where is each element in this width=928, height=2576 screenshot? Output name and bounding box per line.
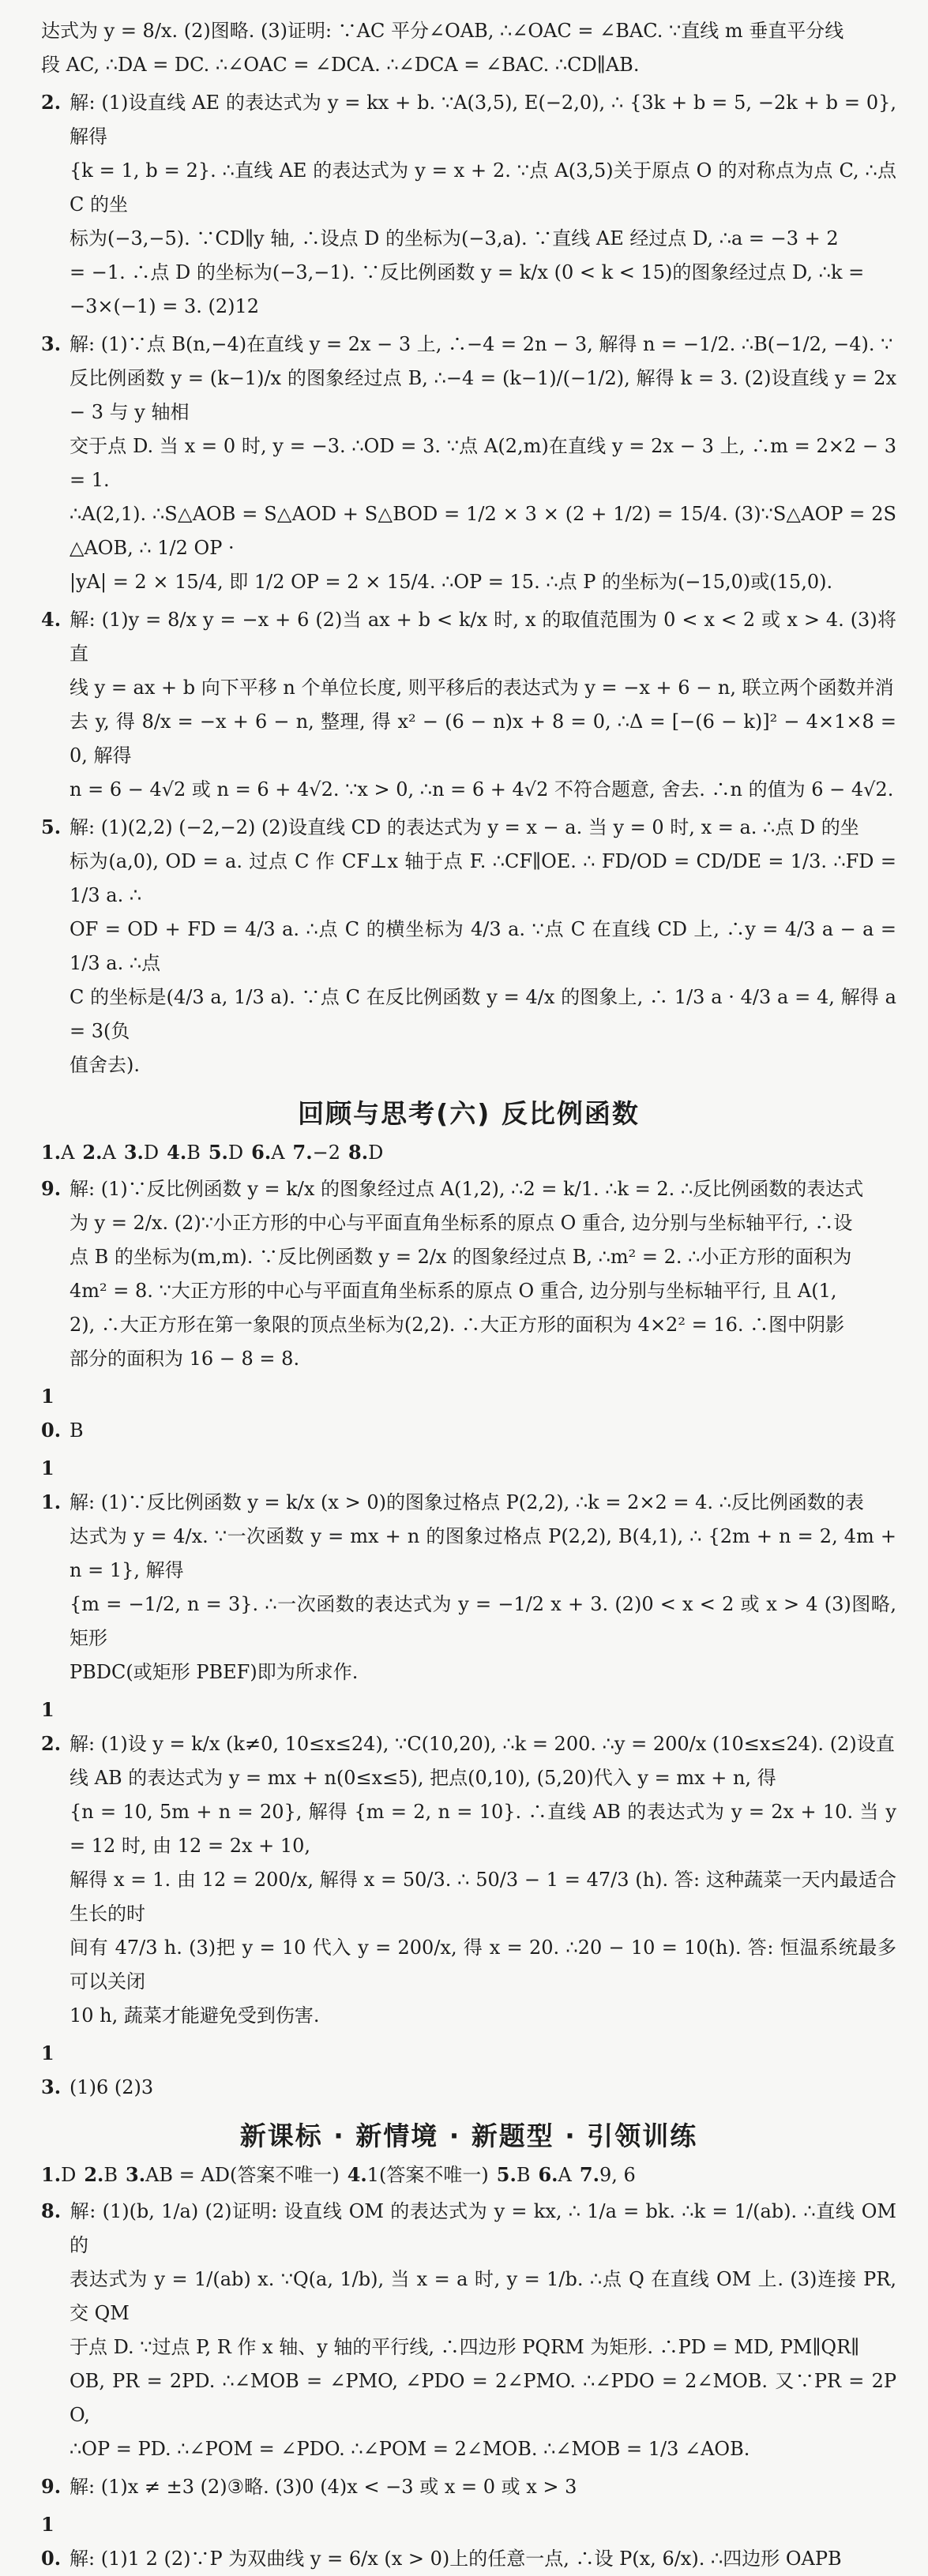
solution-text: 解: (1)1 2 (2)∵P 为双曲线 y = 6/x (x > 0)上的任意一点, ∴设 P(x, 6/x). ∴四边形 OAPB	[70, 2548, 842, 2570]
text-line	[70, 1048, 896, 1082]
text-line: 达式为 y = 8/x. (2)图略. (3)证明: ∵AC 平分∠OAB, ∴∠OAC = ∠BAC. ∵直线 m 垂直平分线	[41, 20, 844, 42]
solution-text: 4m² = 8. ∵大正方形的中心与平面直角坐标系的原点 O 重合, 边分别与坐标轴平行, 且 A(1,	[70, 1280, 837, 1302]
solution-text: n = 6 − 4√2 或 n = 6 + 4√2. ∵x > 0, ∴n = 6 + 4√2 不符合题意, 舍去. ∴n 的值为 6 − 4√2.	[70, 778, 894, 801]
solution-text: 于点 D. ∵过点 P, R 作 x 轴、y 轴的平行线, ∴四边形 PQRM 为矩形. ∴PD = MD, PM∥QR∥	[70, 2336, 860, 2358]
choice-answer	[293, 1142, 340, 1164]
solution-text: {n = 10, 5m + n = 20}, 解得 {m = 2, n = 10}. ∴直线 AB 的表达式为 y = 2x + 10. 当 y = 12 时, 由 12 = 2x + 10,	[70, 1801, 896, 1857]
answer-value: A	[558, 2164, 572, 2186]
text-line	[41, 1693, 896, 1761]
text-line	[70, 362, 896, 429]
text-line	[70, 497, 896, 565]
solution-text: 交于点 D. 当 x = 0 时, y = −3. ∴OD = 3. ∵点 A(2,m)在直线 y = 2x − 3 上, ∴m = 2×2 − 3 = 1.	[70, 435, 896, 491]
problem-number: 13.	[41, 2042, 62, 2098]
solution-text: 解: (1)y = 8/x y = −x + 6 (2)当 ax + b < k/x 时, x 的取值范围为 0 < x < 2 或 x > 4. (3)将直	[70, 609, 896, 665]
solution-text: 2), ∴大正方形在第一象限的顶点坐标为(2,2). ∴大正方形的面积为 4×2² = 16. ∴图中阴影	[70, 1314, 845, 1336]
answer-number: 3.	[126, 2163, 146, 2186]
text-line	[70, 154, 896, 222]
solution-text: ∴A(2,1). ∴S△AOB = S△AOD + S△BOD = 1/2 × 3 × (2 + 1/2) = 15/4. (3)∵S△AOP = 2S△AOB, ∴ 1/2 OP ·	[70, 503, 896, 559]
solution-text: 间有 47/3 h. (3)把 y = 10 代入 y = 200/x, 得 x = 20. ∴20 − 10 = 10(h). 答: 恒温系统最多可以关闭	[70, 1937, 896, 1993]
solution-text: 标为(−3,−5). ∵CD∥y 轴, ∴设点 D 的坐标为(−3,a). ∵直线 AE 经过点 D, ∴a = −3 + 2	[70, 227, 839, 249]
solution-text: 去 y, 得 8/x = −x + 6 − n, 整理, 得 x² − (6 − n)x + 8 = 0, ∴Δ = [−(6 − k)]² − 4×1×8 = 0, 解得	[70, 711, 896, 767]
solution-text: 反比例函数 y = (k−1)/x 的图象经过点 B, ∴−4 = (k−1)/(−1/2), 解得 k = 3. (2)设直线 y = 2x − 3 与 y 轴相	[70, 367, 896, 423]
solution-text: 部分的面积为 16 − 8 = 8.	[70, 1348, 300, 1370]
text-line	[70, 1240, 896, 1274]
text-line	[70, 222, 896, 256]
solution-item	[41, 2036, 896, 2105]
answer-value: D	[61, 2164, 77, 2186]
solution-text: 解: (1)(b, 1/a) (2)证明: 设直线 OM 的表达式为 y = kx, ∴ 1/a = bk. ∴k = 1/(ab). ∴直线 OM 的	[70, 2200, 896, 2256]
text-line	[70, 565, 896, 599]
answer-value: D	[143, 1142, 160, 1164]
text-line	[70, 981, 896, 1048]
answer-value: −2	[312, 1142, 340, 1164]
solution-text: B	[70, 1419, 84, 1442]
solution-text: C 的坐标是(4/3 a, 1/3 a). ∵点 C 在反比例函数 y = 4/x 的图象上, ∴ 1/3 a · 4/3 a = 4, 解得 a = 3(负	[70, 986, 896, 1042]
choice-answer	[580, 2164, 636, 2186]
choice-answer	[126, 2164, 340, 2186]
text-line	[70, 705, 896, 773]
text-line	[70, 913, 896, 981]
answer-number: 6.	[251, 1141, 272, 1164]
choice-answer	[348, 1142, 383, 1164]
text-line	[41, 810, 896, 845]
answer-value: 9, 6	[599, 2164, 636, 2186]
solution-text: 解得 x = 1. 由 12 = 200/x, 解得 x = 50/3. ∴ 50/3 − 1 = 47/3 (h). 答: 这种蔬菜一天内最适合生长的时	[70, 1869, 896, 1925]
solution-text: 点 B 的坐标为(m,m). ∵反比例函数 y = 2/x 的图象经过点 B, ∴m² = 2. ∴小正方形的面积为	[70, 1246, 852, 1268]
solution-text: 线 AB 的表达式为 y = mx + n(0≤x≤5), 把点(0,10), (5,20)代入 y = mx + n, 得	[70, 1767, 776, 1789]
solution-item	[41, 1451, 896, 1689]
solution-item	[41, 1379, 896, 1448]
text-line	[70, 1931, 896, 1999]
section-title-new-curriculum: 新课标 · 新情境 · 新题型 · 引领训练	[239, 2120, 698, 2151]
choice-answers-new-curriculum	[41, 2159, 896, 2191]
solution-item	[41, 1693, 896, 2033]
text-line	[41, 85, 896, 154]
answer-value: AB = AD(答案不唯一)	[145, 2164, 340, 2186]
text-line	[70, 290, 896, 324]
answer-value: 1(答案不唯一)	[366, 2164, 489, 2186]
answer-number: 4.	[347, 2163, 367, 2186]
text-line	[70, 2263, 896, 2330]
solution-text: |yA| = 2 × 15/4, 即 1/2 OP = 2 × 15/4. ∴OP = 15. ∴点 P 的坐标为(−15,0)或(15,0).	[70, 571, 833, 593]
answer-number: 4.	[167, 1141, 187, 1164]
text-line	[70, 1274, 896, 1308]
text-line	[70, 1308, 896, 1342]
answer-number: 2.	[82, 1141, 103, 1164]
solution-text: 值舍去).	[70, 1054, 140, 1076]
text-line	[41, 327, 896, 362]
solution-text: 为 y = 2/x. (2)∵小正方形的中心与平面直角坐标系的原点 O 重合, 边分别与坐标轴平行, ∴设	[70, 1212, 853, 1234]
continued-solution	[41, 14, 896, 82]
solution-text: 标为(a,0), OD = a. 过点 C 作 CF⊥x 轴于点 F. ∴CF∥OE. ∴ FD/OD = CD/DE = 1/3. ∴FD = 1/3 a. ∴	[70, 850, 896, 906]
choice-answer	[497, 2164, 531, 2186]
problem-number: 10.	[41, 2513, 62, 2570]
solution-text: 10 h, 蔬菜才能避免受到伤害.	[70, 2004, 320, 2027]
solution-text: 解: (1)(2,2) (−2,−2) (2)设直线 CD 的表达式为 y = x − a. 当 y = 0 时, x = a. ∴点 D 的坐	[70, 816, 859, 838]
solution-text: 线 y = ax + b 向下平移 n 个单位长度, 则平移后的表达式为 y = −x + 6 − n, 联立两个函数并消	[70, 677, 894, 699]
text-line	[70, 1863, 896, 1931]
choice-answer	[82, 1142, 115, 1164]
answer-value: B	[103, 2164, 118, 2186]
answer-number: 6.	[538, 2163, 558, 2186]
solution-item	[41, 810, 896, 1082]
problem-number: 9.	[41, 2475, 62, 2498]
text-line	[70, 1655, 896, 1689]
answer-number: 7.	[292, 1141, 313, 1164]
text-line	[70, 2364, 896, 2432]
solution-text: 解: (1)x ≠ ±3 (2)③略. (3)0 (4)x < −3 或 x = 0 或 x > 3	[70, 2476, 577, 2498]
answer-number: 2.	[84, 2163, 104, 2186]
text-line	[70, 1520, 896, 1588]
text-line	[70, 1761, 896, 1795]
solutions-group-2	[41, 1172, 896, 2105]
solution-item	[41, 602, 896, 807]
text-line	[70, 256, 896, 290]
solution-item	[41, 2194, 896, 2466]
answer-number: 3.	[123, 1141, 144, 1164]
answer-number: 1.	[41, 1141, 62, 1164]
answer-number: 7.	[579, 2163, 599, 2186]
answer-value: B	[516, 2164, 531, 2186]
problem-number: 3.	[41, 332, 62, 355]
problem-number: 9.	[41, 1177, 62, 1200]
text-line	[41, 2194, 896, 2263]
problem-number: 2.	[41, 91, 62, 114]
answer-value: D	[368, 1142, 384, 1164]
solution-item	[41, 2469, 896, 2504]
text-line	[41, 2469, 896, 2504]
text-line	[70, 2432, 896, 2466]
text-line	[41, 1172, 896, 1206]
choice-answer	[84, 2164, 118, 2186]
solution-text: 达式为 y = 4/x. ∵一次函数 y = mx + n 的图象过格点 P(2,2), B(4,1), ∴ {2m + n = 2, 4m + n = 1}, 解得	[70, 1525, 896, 1581]
text-line	[41, 602, 896, 671]
answer-value: B	[186, 1142, 201, 1164]
solution-text: 解: (1)∵反比例函数 y = k/x 的图象经过点 A(1,2), ∴2 = k/1. ∴k = 2. ∴反比例函数的表达式	[70, 1178, 864, 1200]
text-line	[70, 1588, 896, 1655]
solution-text: {m = −1/2, n = 3}. ∴一次函数的表达式为 y = −1/2 x + 3. (2)0 < x < 2 或 x > 4 (3)图略, 矩形	[70, 1593, 896, 1649]
problem-number: 8.	[41, 2199, 62, 2222]
solution-text: 表达式为 y = 1/(ab) x. ∵Q(a, 1/b), 当 x = a 时, y = 1/b. ∴点 Q 在直线 OM 上. (3)连接 PR, 交 QM	[70, 2268, 896, 2324]
choice-answer	[167, 1142, 201, 1164]
text-line	[70, 845, 896, 913]
text-line	[41, 2507, 896, 2576]
problem-number: 5.	[41, 816, 62, 838]
solution-text: OF = OD + FD = 4/3 a. ∴点 C 的横坐标为 4/3 a. ∵点 C 在直线 CD 上, ∴y = 4/3 a − a = 1/3 a. ∴点	[70, 918, 896, 974]
answer-number: 1.	[41, 2163, 62, 2186]
text-line	[41, 1379, 896, 1448]
choice-answers-review	[41, 1137, 896, 1168]
answer-value: D	[227, 1142, 244, 1164]
text-line	[41, 1451, 896, 1520]
text-line	[70, 671, 896, 705]
text-line	[70, 2330, 896, 2364]
text-line	[41, 2036, 896, 2105]
solution-text: 解: (1)设 y = k/x (k≠0, 10≤x≤24), ∵C(10,20), ∴k = 200. ∴y = 200/x (10≤x≤24). (2)设直	[70, 1733, 895, 1755]
text-line	[70, 1795, 896, 1863]
solution-item	[41, 1172, 896, 1376]
choice-answer	[348, 2164, 489, 2186]
solution-text: PBDC(或矩形 PBEF)即为所求作.	[70, 1661, 359, 1683]
text-line	[70, 1206, 896, 1240]
answer-number: 8.	[348, 1141, 369, 1164]
solution-text: 解: (1)∵反比例函数 y = k/x (x > 0)的图象过格点 P(2,2), ∴k = 2×2 = 4. ∴反比例函数的表	[70, 1491, 864, 1513]
answer-value: A	[102, 1142, 116, 1164]
solution-text: = −1. ∴点 D 的坐标为(−3,−1). ∵反比例函数 y = k/x (0 < k < 15)的图象经过点 D, ∴k =	[70, 261, 865, 283]
answer-value: A	[61, 1142, 75, 1164]
solution-text: 解: (1)设直线 AE 的表达式为 y = kx + b. ∵A(3,5), E(−2,0), ∴ {3k + b = 5, −2k + b = 0}, 解得	[70, 92, 896, 148]
choice-answer	[538, 2164, 571, 2186]
text-line: 段 AC, ∴DA = DC. ∴∠OAC = ∠DCA. ∴∠DCA = ∠BAC. ∴CD∥AB.	[41, 54, 640, 76]
solution-text: (1)6 (2)3	[70, 2076, 154, 2098]
solution-text: OB, PR = 2PD. ∴∠MOB = ∠PMO, ∠PDO = 2∠PMO. ∴∠PDO = 2∠MOB. 又∵PR = 2PO,	[70, 2370, 896, 2426]
problem-number: 10.	[41, 1385, 62, 1442]
problem-number: 12.	[41, 1698, 62, 1755]
choice-answer	[41, 2164, 76, 2186]
answer-value: A	[271, 1142, 285, 1164]
choice-answer	[124, 1142, 159, 1164]
solutions-group-1	[41, 85, 896, 1082]
solution-item	[41, 327, 896, 599]
solution-text: {k = 1, b = 2}. ∴直线 AE 的表达式为 y = x + 2. ∵点 A(3,5)关于原点 O 的对称点为点 C, ∴点 C 的坐	[70, 159, 896, 216]
solution-item	[41, 2507, 896, 2576]
choice-answer	[41, 1142, 74, 1164]
solution-text: −3×(−1) = 3. (2)12	[70, 295, 260, 317]
choice-answer	[209, 1142, 243, 1164]
answer-number: 5.	[496, 2163, 517, 2186]
problem-number: 4.	[41, 608, 62, 631]
text-line	[70, 773, 896, 807]
choice-answer	[251, 1142, 284, 1164]
solution-item	[41, 85, 896, 324]
problem-number: 11.	[41, 1457, 62, 1513]
text-line	[70, 1999, 896, 2033]
section-title-review: 回顾与思考(六) 反比例函数	[298, 1098, 640, 1129]
text-line	[70, 429, 896, 497]
solution-text: ∴OP = PD. ∴∠POM = ∠PDO. ∴∠POM = 2∠MOB. ∴∠MOB = 1/3 ∠AOB.	[70, 2438, 750, 2460]
solutions-group-3	[41, 2194, 896, 2576]
solution-text: 解: (1)∵点 B(n,−4)在直线 y = 2x − 3 上, ∴−4 = 2n − 3, 解得 n = −1/2. ∴B(−1/2, −4). ∵	[70, 333, 893, 355]
answer-number: 5.	[208, 1141, 228, 1164]
text-line	[70, 1342, 896, 1376]
